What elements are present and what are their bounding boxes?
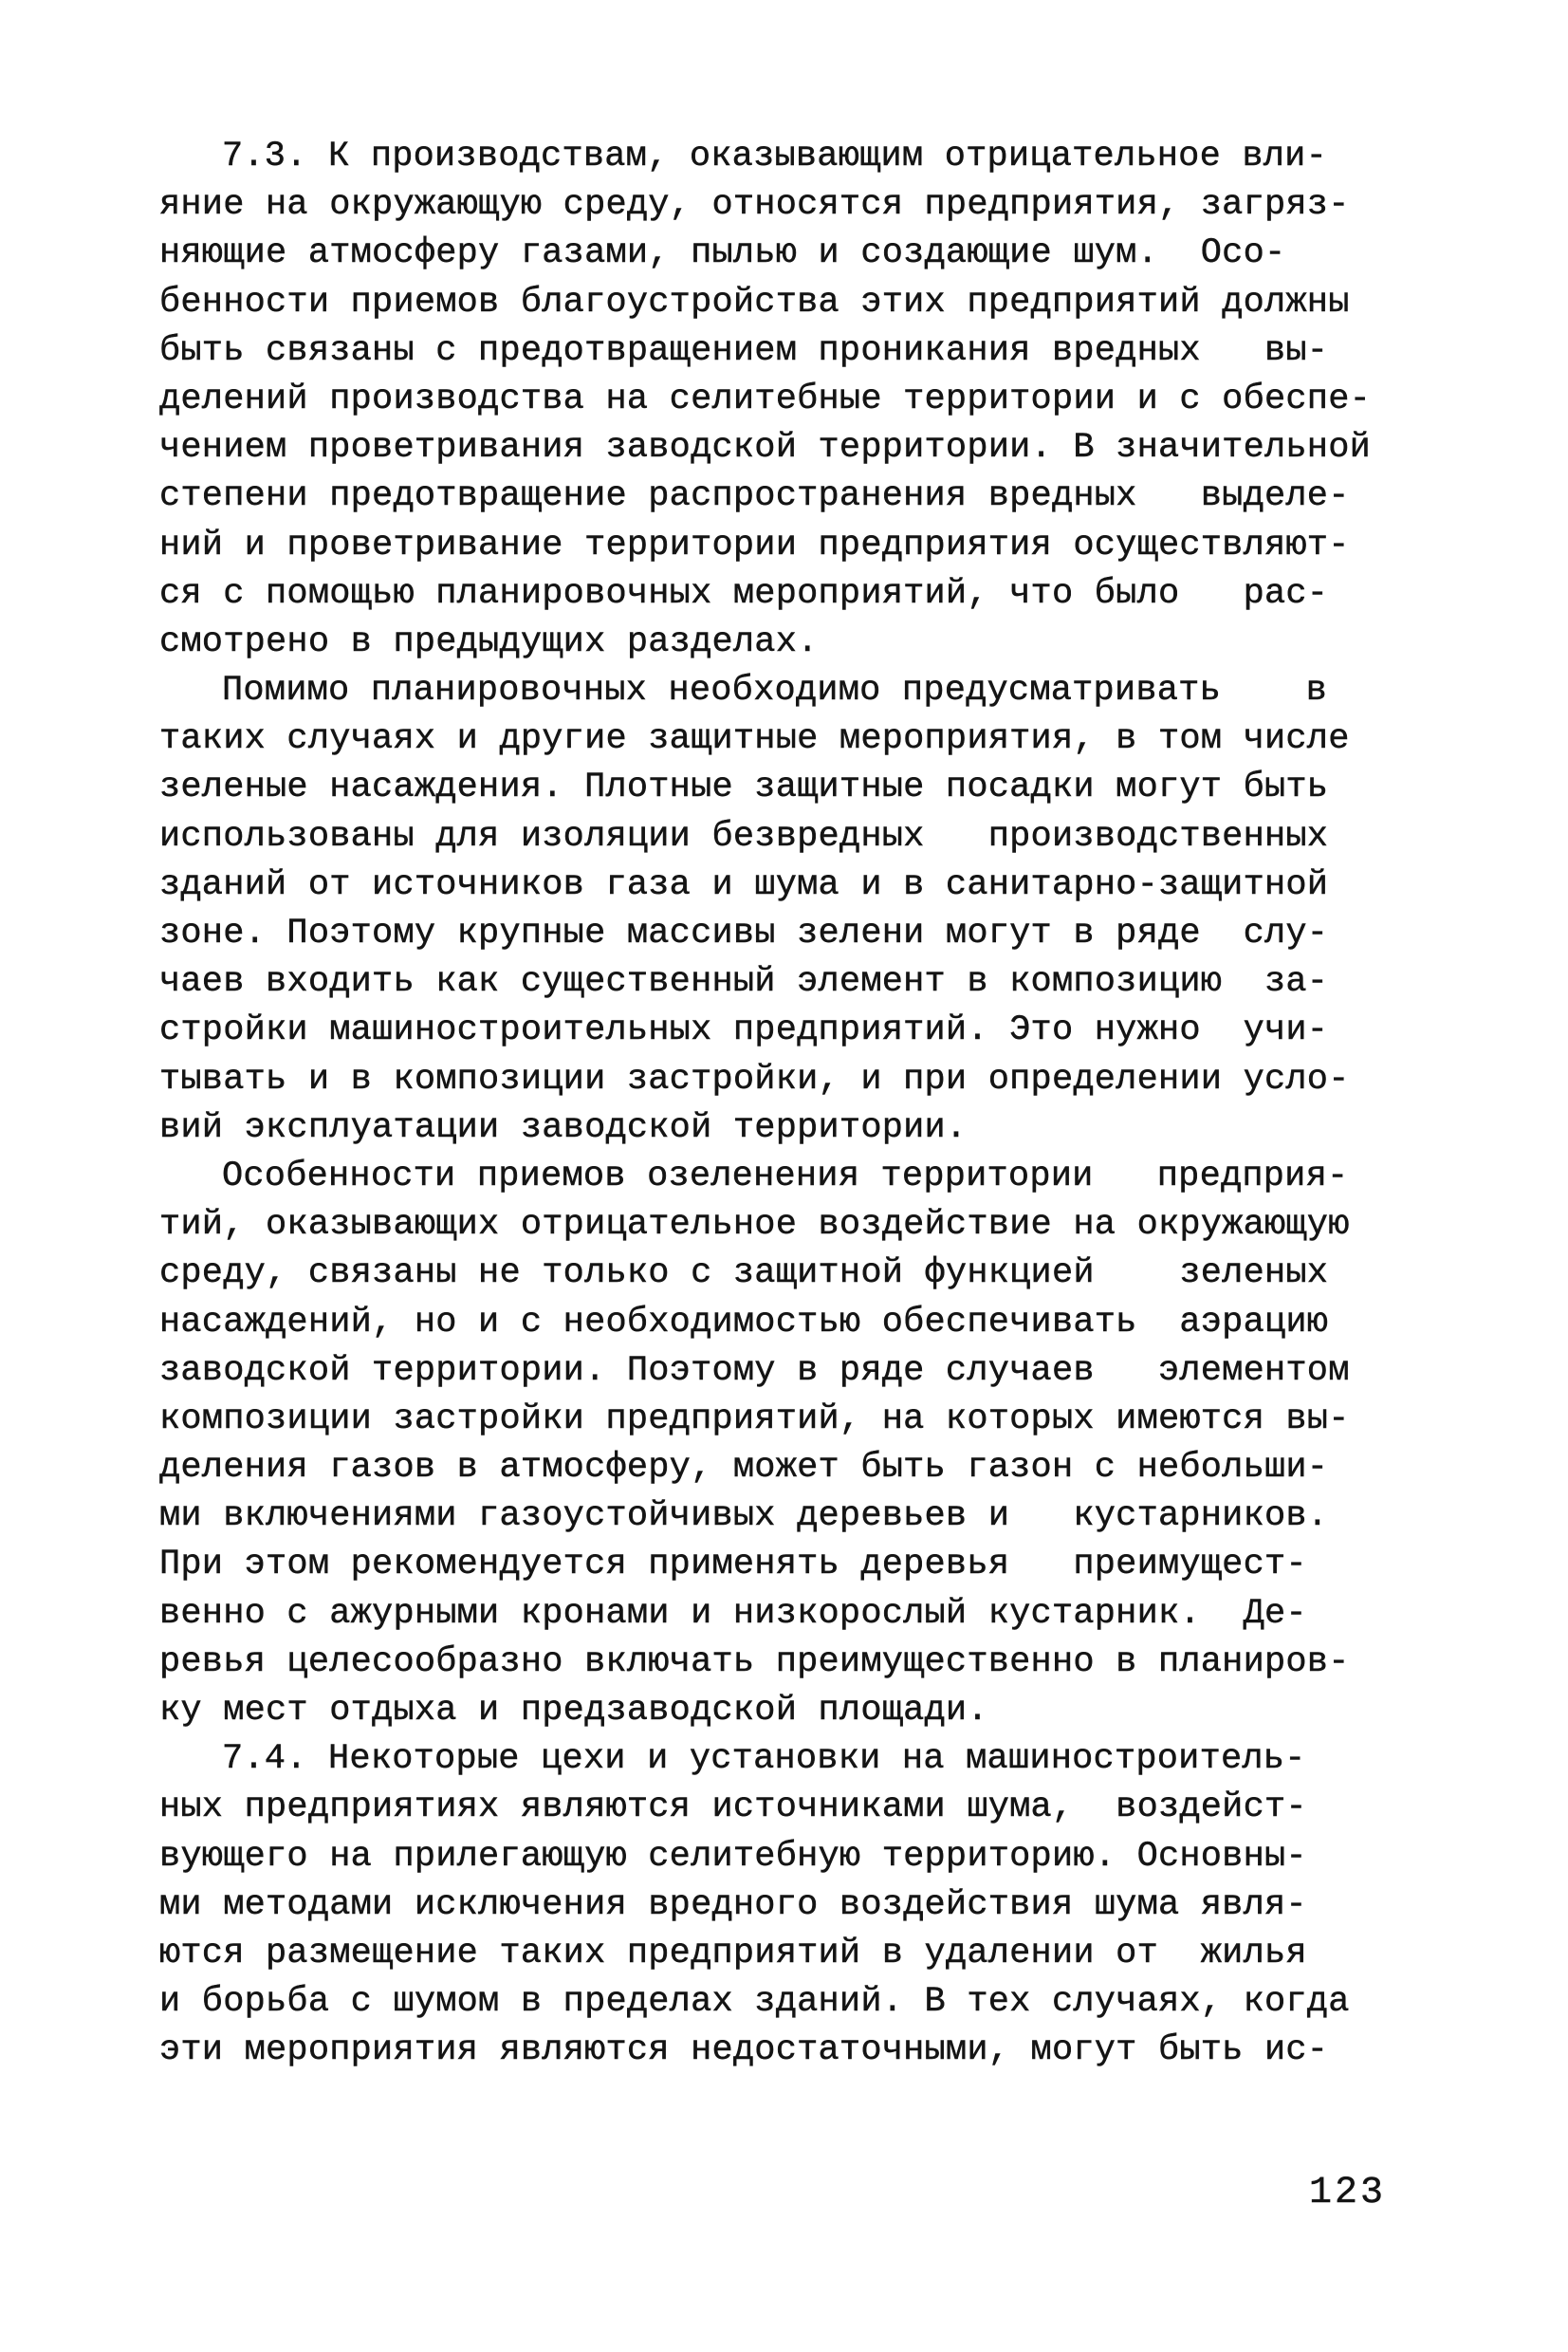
text-line: чением проветривания заводской территории. В значительной [159, 428, 1372, 469]
text-line: чаев входить как существенный элемент в композицию за- [159, 962, 1329, 1003]
text-line: смотрено в предыдущих разделах. [159, 621, 819, 662]
text-line: 7.3. К производствам, оказывающим отрицательное вли- [222, 137, 1327, 176]
text-line: делений производства на селитебные территории и с обеспе- [159, 379, 1372, 419]
text-line: деления газов в атмосферу, может быть газон с небольши- [159, 1448, 1329, 1489]
text-line: венно с ажурными кронами и низкорослый кустарник. Де- [159, 1593, 1307, 1634]
text-line: ся с помощью планировочных мероприятий, что было рас- [159, 573, 1329, 614]
text-line: эти мероприятия являются недостаточными, могут быть ис- [159, 2030, 1329, 2071]
text-line: вующего на прилегающую селитебную территорию. Основны- [159, 1836, 1307, 1877]
text-line: бенности приемов благоустройства этих предприятий должны [159, 282, 1350, 323]
text-line: ми методами исключения вредного воздействия шума явля- [159, 1884, 1307, 1925]
text-line: степени предотвращение распространения вредных выделе- [159, 476, 1350, 517]
text-line: стройки машиностроительных предприятий. Это нужно учи- [159, 1010, 1329, 1051]
text-line: При этом рекомендуется применять деревья преимущест- [159, 1545, 1307, 1585]
text-line: использованы для изоляции безвредных производственных [159, 816, 1329, 857]
text-line: ми включениями газоустойчивых деревьев и кустарников. [159, 1496, 1329, 1537]
text-line: 7.4. Некоторые цехи и установки на машиностроитель- [222, 1739, 1306, 1780]
text-line: няющие атмосферу газами, пылью и создающие шум. Осо- [159, 233, 1286, 274]
text-line: Особенности приемов озеленения территории предприя- [222, 1156, 1349, 1196]
text-line: ний и проветривание территории предприятия осуществляют- [159, 525, 1350, 565]
text-line: ных предприятиях являются источниками шума, воздейст- [159, 1787, 1307, 1828]
text-line: Помимо планировочных необходимо предусматривать в [222, 671, 1327, 712]
text-line: быть связаны с предотвращением проникания вредных вы- [159, 330, 1329, 371]
text-line: ку мест отдыха и предзаводской площади. [159, 1691, 988, 1731]
text-line: насаждений, но и с необходимостью обеспечивать аэрацию [159, 1302, 1329, 1343]
text-line: композиции застройки предприятий, на которых имеются вы- [159, 1398, 1350, 1439]
page-number: 123 [1309, 2172, 1387, 2214]
text-line: тывать и в композиции застройки, и при определении усло- [159, 1059, 1350, 1100]
text-line: заводской территории. Поэтому в ряде случаев элементом [159, 1350, 1350, 1391]
text-line: вий эксплуатации заводской территории. [159, 1107, 968, 1148]
text-line: таких случаях и другие защитные мероприятия, в том числе [159, 719, 1350, 760]
text-line: тий, оказывающих отрицательное воздействие на окружающую [159, 1205, 1350, 1246]
text-line: среду, связаны не только с защитной функцией зеленых [159, 1253, 1329, 1294]
text-line: ются размещение таких предприятий в удалении от жилья [159, 1933, 1307, 1973]
text-line: зоне. Поэтому крупные массивы зелени могут в ряде слу- [159, 914, 1329, 954]
text-line: и борьба с шумом в пределах зданий. В тех случаях, когда [159, 1982, 1350, 2023]
page-text [159, 133, 1416, 2076]
text-line: яние на окружающую среду, относятся предприятия, загряз- [159, 185, 1350, 226]
text-line: зеленые насаждения. Плотные защитные посадки могут быть [159, 768, 1329, 808]
text-line: ревья целесообразно включать преимущественно в планиров- [159, 1641, 1350, 1682]
text-line: зданий от источников газа и шума и в санитарно-защитной [159, 864, 1329, 905]
